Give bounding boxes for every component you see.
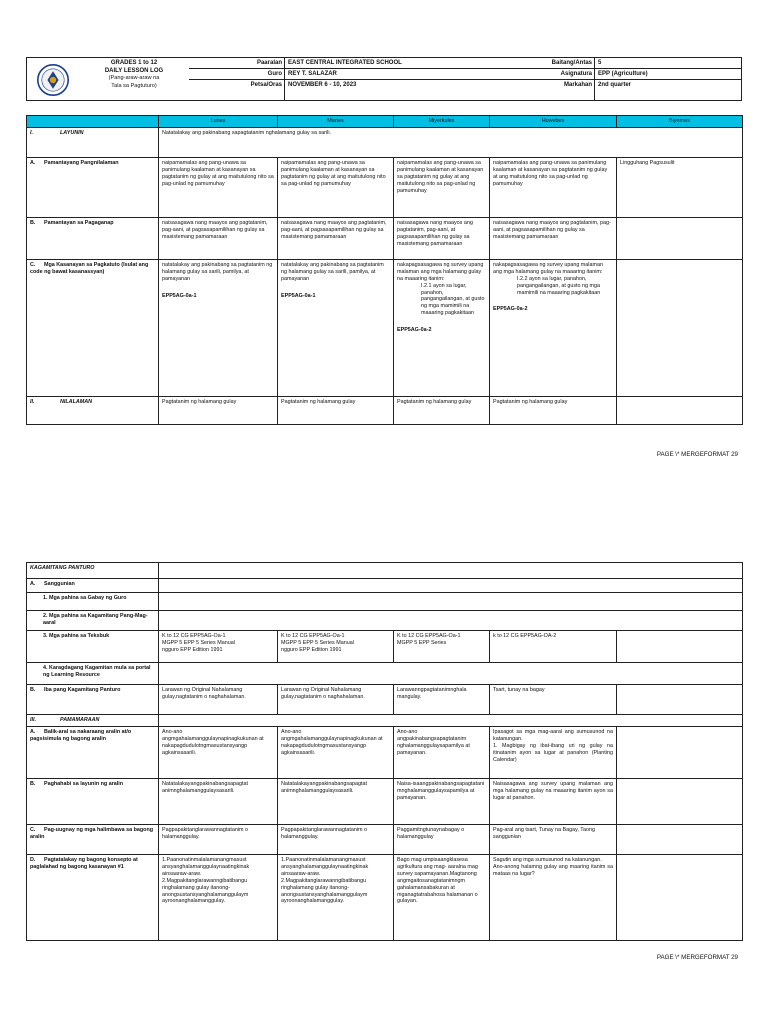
day-header: Miyerkules xyxy=(394,116,490,128)
teacher-label: Guro xyxy=(189,69,284,80)
cell: Pagtatanim ng halamang gulay xyxy=(159,396,278,424)
table-row xyxy=(27,727,743,779)
cell: Pagtatanim ng halamang gulay xyxy=(394,396,490,424)
subject-value: EPP (Agriculture) xyxy=(594,69,742,80)
row-label: B. Paghahabi sa layunin ng aralin xyxy=(27,779,159,825)
table-row xyxy=(27,855,743,941)
row-label: B. Pamantayan sa Pagaganap xyxy=(27,217,159,259)
row-label: B. Iba pang Kagamitang Panturo xyxy=(27,685,159,715)
cell: Paggamitngtunaynabagay o halamanggulay xyxy=(394,825,490,855)
row-label: 4. Karagdagang Kagamitan mula sa portal ng Learning Resource xyxy=(27,663,159,685)
log-subtitle-2: Tala sa Pagtuturo) xyxy=(111,82,157,89)
table-row xyxy=(27,217,743,259)
date-value: NOVEMBER 6 - 10, 2023 xyxy=(284,80,504,101)
cell: K to 12 CG EPP5AG-Oa-1 MGPP 5 EPP 5 Series Manual ngguro EPP Edition 1991 xyxy=(278,631,394,663)
cell: naisasagawa nang maayos ang pagtatanim, pag-aani, at pagsasapamilihan ng gulay sa masistemang pamamaraan xyxy=(394,217,490,259)
day-header: Lunes xyxy=(159,116,278,128)
grade-label: GRADES 1 to 12 xyxy=(110,60,158,66)
cell xyxy=(159,593,743,611)
row-label: D. Pagtatalakay ng bagong konsepto at paglalahad ng bagong kasanayan #1 xyxy=(27,855,159,941)
cell: Sagutin ang mga sumusunod na katanungan. Ano-anong halamng gulay ang maaring itanim sa mataas na lugar? xyxy=(490,855,617,941)
table-row xyxy=(27,825,743,855)
day-header: Huwebes xyxy=(490,116,617,128)
deped-seal-icon xyxy=(27,58,79,101)
table-row xyxy=(27,663,743,685)
table-row xyxy=(27,259,743,396)
cell: natatalakay ang pakinabang sa pagtatanim ng halamang gulay sa sarili, pamilya, at pamayanan EPP5AG-0a-1 xyxy=(278,259,394,396)
quarter-value: 2nd quarter xyxy=(594,80,742,101)
cell xyxy=(617,825,743,855)
cell xyxy=(617,217,743,259)
section-heading: I. LAYUNIN xyxy=(27,127,159,157)
cell: Lingguhang Pagsusulit xyxy=(617,157,743,217)
cell xyxy=(617,259,743,396)
corner-cell xyxy=(27,116,159,128)
cell: 1.Paanonatinmalalamanangmasust ansyanghalamanggulaynaatingkinak ainsaaraw-araw. 2.Magpakitanglarawanngibatibangu ringhalamang gulay itanong-anongsustansyanghalamanggulaym ayroonanghalamanggulay. xyxy=(159,855,278,941)
cell: Larawan ng Original Nahalamang gulay,nagtatanim o naghahalaman. xyxy=(159,685,278,715)
row-label: C. Mga Kasanayan sa Pagkatuto (Isulat ang code ng bawat kasanassyan) xyxy=(27,259,159,396)
cell: Larawan ng Original Nahalamang gulay,nagtatanim o naghahalaman. xyxy=(278,685,394,715)
table-row xyxy=(27,563,743,579)
row-label: A. Sanggunian xyxy=(27,579,159,593)
header-title-block xyxy=(79,60,189,90)
cell: naipamamalas ang pang-unawa sa panimulang kaalaman at kasanayan sa pagtatanim ng gulay at ang maitutulong nito sa pag-unlad ng pamumuhay xyxy=(490,157,617,217)
cell: Larawanngpagtatanimnghala mangulay. xyxy=(394,685,490,715)
cell: naipamamalas ang pang-unawa sa panimulang kaalaman at kasanayan sa pagtatanim ng gulay at ang maitutulong nito sa pag-unlad ng pamumuhay xyxy=(278,157,394,217)
page-number-field: PAGE \* MERGEFORMAT 29 xyxy=(656,451,738,458)
log-label: DAILY LESSON LOG xyxy=(104,67,164,74)
cell: naisasagawa nang maayos ang pagtatanim, pag-aani, at pagsasapamilihan ng gulay sa masistemang pamamaraan xyxy=(159,217,278,259)
cell xyxy=(617,631,743,663)
grade-level-label: Baitang/Antas xyxy=(504,58,594,69)
objective-text: Natatalakay ang pakinabang sapagtatanim nghalamang gulay sa sarili. xyxy=(159,127,743,157)
table-row xyxy=(27,779,743,825)
table-row xyxy=(27,715,743,727)
cell: k to 12 CG EPP5AG-OA-2 xyxy=(490,631,617,663)
day-header: Biyernes xyxy=(617,116,743,128)
table-row xyxy=(27,593,743,611)
cell: Ano-ano angmgahalamanggulaynapinagkukunan at nakapagdudulotngmasustansyangp agkainsasarili. xyxy=(278,727,394,779)
lesson-plan-table-2 xyxy=(26,562,743,941)
cell: K to 12 CG EPP5AG-Oa-1 MGPP 5 EPP Series xyxy=(394,631,490,663)
table-row xyxy=(27,631,743,663)
page-number-field: PAGE \* MERGEFORMAT 29 xyxy=(656,954,738,961)
cell xyxy=(617,779,743,825)
lesson-plan-table-1 xyxy=(26,115,743,425)
section-heading: III. PAMAMARAAN xyxy=(27,715,159,727)
days-header-row xyxy=(27,116,743,128)
cell: naisasagawa nang maayos ang pagtatanim, pag-aani, at pagsasapamilihan ng gulay sa masistemang pamamaraan xyxy=(278,217,394,259)
cell: natatalakay ang pakinabang sa pagtatanim ng halamang gulay sa sarili, pamilya, at pamayanan EPP5AG-0a-1 xyxy=(159,259,278,396)
lesson-log-header xyxy=(26,57,742,101)
cell xyxy=(159,579,743,593)
teacher-value: REY T. SALAZAR xyxy=(284,69,504,80)
subject-label: Asignatura xyxy=(504,69,594,80)
cell: naipamamalas ang pang-unawa sa panimulang kaalaman at kasanayan sa pagtatanim ng gulay at ang maitutulong nito sa pag-unlad ng pamumuhay xyxy=(394,157,490,217)
cell: naisasagawa nang maayos ang pagtatanim, pag-aani, at pagsasapamilihan ng gulay sa masistemang pamamaraan xyxy=(490,217,617,259)
cell xyxy=(159,563,743,579)
row-label: 1. Mga pahina sa Gabay ng Guro xyxy=(27,593,159,611)
table-row xyxy=(27,579,743,593)
table-row xyxy=(27,611,743,631)
cell: Tsart, tunay na bagay xyxy=(490,685,617,715)
row-label: C. Pag-uugnay ng mga halimbawa sa bagong aralin xyxy=(27,825,159,855)
cell: Natatalakayangpakinabangsapagtat animnghalamanggulaysasarili. xyxy=(159,779,278,825)
cell xyxy=(617,727,743,779)
school-value: EAST CENTRAL INTEGRATED SCHOOL xyxy=(284,58,504,69)
date-label: Petsa/Oras xyxy=(250,82,282,88)
cell xyxy=(159,715,743,727)
cell: Pagtatanim ng halamang gulay xyxy=(278,396,394,424)
table-row xyxy=(27,157,743,217)
row-label: A. Pamantayang Pangnilalaman xyxy=(27,157,159,217)
table-row xyxy=(27,685,743,715)
school-label: Paaralan xyxy=(189,58,284,69)
quarter-label: Markahan xyxy=(563,82,592,88)
day-header: Martes xyxy=(278,116,394,128)
section-heading: KAGAMITANG PANTURO xyxy=(27,563,159,579)
cell: Ano-ano angpakinabangsapagtatanim nghalamanggulaysapamilya at pamayanan. xyxy=(394,727,490,779)
cell: Ipasagot sa mga mag-aaral ang sumusunod na katanungan. 1. Magbigay ng ibat-ibang uri ng gulay na itinatanim ayon sa lugar at panahon (Planting Calendar) xyxy=(490,727,617,779)
cell: 1.Paanonatinmalalamanangmasust ansyanghalamanggulaynaatingkinak ainsaaraw-araw. 2.Magpakitanglarawanngibatibangu ringhalamang gulay itanong-anongsustansyanghalamanggulaym ayroonanghalamanggulay. xyxy=(278,855,394,941)
cell xyxy=(159,611,743,631)
table-row xyxy=(27,127,743,157)
row-label: A. Balik-aral sa nakaraang aralin at/o pagsisimula ng bagong aralin xyxy=(27,727,159,779)
cell: nakapagsasagawa ng survey upang malaman ang mga halamang gulay na maaaring itanim: I.2.2 ayon sa lugar, panahon, pangangailangan, at gusto ng mga mamimili na maaaring pagkakitaan EPP5AG-0a-2 xyxy=(490,259,617,396)
section-heading: II. NILALAMAN xyxy=(27,396,159,424)
cell: Naisa-isaangpakinabangsapagtatani mnghalamanggulaysapamilya at pamayanan. xyxy=(394,779,490,825)
cell: nakapagsasagawa ng survey upang malaman ang mga halamang gulay na maaaring itanim: I.2.1 ayon sa lugar, panahon, pangangailangan, at gusto ng mga mamimili na maaaring pagkakitaan EPP5AG-0a-2 xyxy=(394,259,490,396)
grade-level-value: 5 xyxy=(594,58,742,69)
cell xyxy=(617,685,743,715)
cell: Ano-ano angmgahalamanggulaynapinagkukunan at nakapagdudulotngmasustansyangp agkainsasarili. xyxy=(159,727,278,779)
cell: naipamamalas ang pang-unawa sa panimulang kaalaman at kasanayan sa pagtatanim ng gulay at ang maitutulong nito sa pag-unlad ng pamumuhay xyxy=(159,157,278,217)
cell: Pagpapakitanglarawannagtatanim o halamanggulay. xyxy=(278,825,394,855)
cell: Naisasagawa ang survey upang malaman ang mga halamang gulay na maaaring itanim ayon sa lugar at panahon. xyxy=(490,779,617,825)
cell: Pagtatanim ng halamang gulay xyxy=(490,396,617,424)
cell xyxy=(617,855,743,941)
log-subtitle: (Pang-araw-araw na xyxy=(108,75,160,82)
cell: Bago mag umpisaangklasesa agrikultura ang mag- aaralna mag survey sapamayanan.Magtanong angmgaitosanagtatanimngm gahalamansabakuran at mganagtatrabahosa halamanan o gulayan. xyxy=(394,855,490,941)
table-row xyxy=(27,396,743,424)
cell: Pagpapakitanglarawannagtatanim o halamanggulay. xyxy=(159,825,278,855)
cell: Natatalakayangpakinabangsapagtat animnghalamanggulaysasarili. xyxy=(278,779,394,825)
row-label: 2. Mga pahina sa Kagamitang Pang-Mag-aaral xyxy=(27,611,159,631)
cell: K to 12 CG EPP5AG-Oa-1 MGPP 5 EPP 5 Series Manual ngguro EPP Edition 1991 xyxy=(159,631,278,663)
cell: Pag-aral ang tsart, Tunay na Bagay, Taong sanggunian xyxy=(490,825,617,855)
cell xyxy=(159,663,743,685)
row-label: 3. Mga pahina sa Teksbuk xyxy=(27,631,159,663)
cell xyxy=(617,396,743,424)
